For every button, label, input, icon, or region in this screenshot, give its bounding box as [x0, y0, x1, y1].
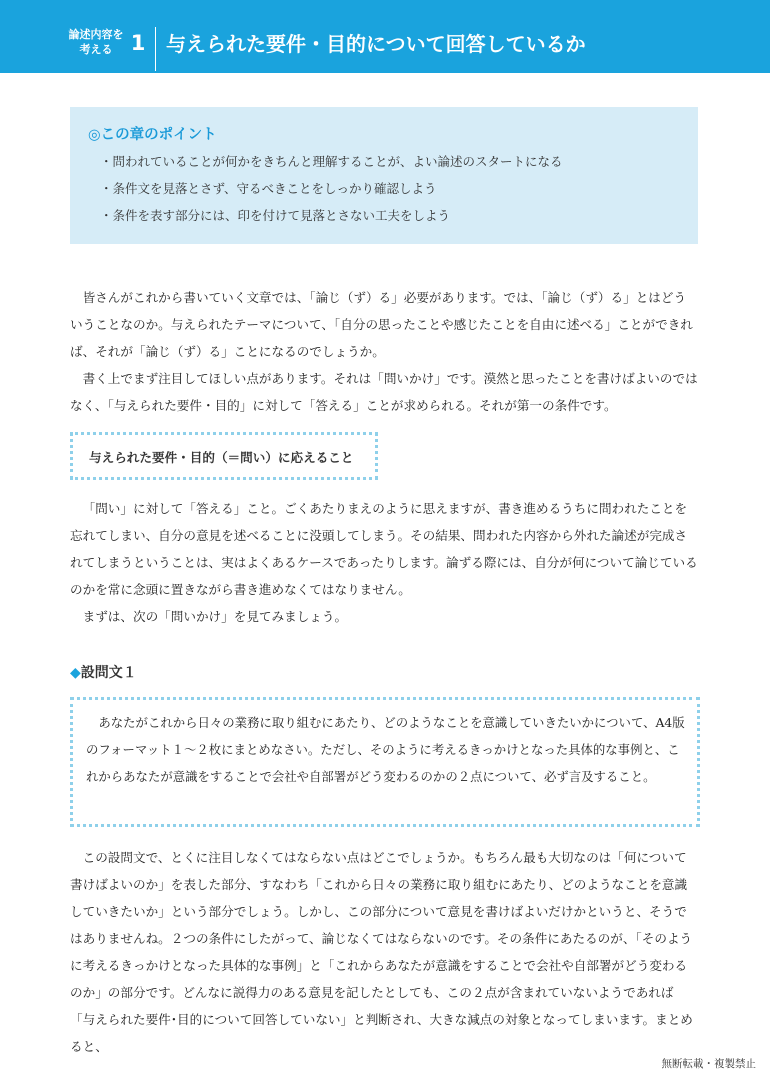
- middle-paragraph: 「問い」に対して「答える」こと。ごくあたりまえのように思えますが、書き進めるうちに問われたことを忘れてしまい、自分の意見を述べることに没頭してしまう。その結果、問われた内容から外れた論述が完成されてしまうということは、実はよくあるケースであったりします。論ずる際には、自分が何について論じているのかを常に念頭に置きながら書き進めなくてはなりません。: [70, 501, 698, 597]
- analysis-text: [70, 844, 698, 1060]
- intro-text: [70, 284, 698, 419]
- callout-text: 与えられた要件・目的（＝問い）に応えること: [89, 450, 354, 465]
- point-item: ・条件文を見落とさず、守るべきことをしっかり確認しよう: [100, 181, 437, 196]
- copyright-notice: 無断転載・複製禁止: [661, 1058, 756, 1070]
- section-label: [60, 27, 132, 57]
- key-callout-box: [70, 432, 378, 480]
- points-list: [100, 152, 563, 233]
- intro-paragraph: 書く上でまず注目してほしい点があります。それは「問いかけ」です。漠然と思ったことを書けばよいのではなく、「与えられた要件・目的」に対して「答える」ことが求められる。それが第一の条件です。: [70, 371, 698, 413]
- middle-text: [70, 495, 698, 630]
- chapter-points-box: [70, 107, 698, 244]
- points-title: ◎この章のポイント: [88, 127, 217, 143]
- question-heading: [70, 662, 137, 682]
- point-item: ・条件を表す部分には、印を付けて見落とさない工夫をしよう: [100, 208, 451, 223]
- question-heading-label: 設問文１: [80, 665, 137, 681]
- chapter-header: [0, 0, 770, 73]
- question-box: [70, 697, 700, 827]
- chapter-title: 与えられた要件・目的について回答しているか: [166, 32, 586, 56]
- chapter-number: 1: [130, 31, 146, 55]
- diamond-icon: ◆: [70, 665, 81, 681]
- intro-paragraph: 皆さんがこれから書いていく文章では、「論じ（ず）る」必要があります。では、「論じ（ず）る」とはどういうことなのか。与えられたテーマについて、「自分の思ったことや感じたことを自由に述べる」ことができれば、それが「論じ（ず）る」ことになるのでしょうか。: [70, 290, 693, 359]
- analysis-paragraph: この設問文で、とくに注目しなくてはならない点はどこでしょうか。もちろん最も大切なのは「何について書けばよいのか」を表した部分、すなわち「これから日々の業務に取り組むにあたり、どのようなことを意識していきたいか」という部分でしょう。しかし、この部分について意見を書けばよいだけかというと、そうではありませんね。２つの条件にしたがって、論じなくてはならないのです。その条件にあたるのが、「そのように考えるきっかけとなった具体的な事例」と「これからあなたが意識をすることで会社や自部署がどう変わるのか」の部分です。どんなに説得力のある意見を記したとしても、この２点が含まれていないようであれば「与えられた要件･目的について回答していない」と判断され、大きな減点の対象となってしまいます。まとめると、: [70, 850, 693, 1054]
- middle-paragraph: まずは、次の「問いかけ」を見てみましょう。: [82, 609, 348, 624]
- point-item: ・問われていることが何かをきちんと理解することが、よい論述のスタートになる: [100, 154, 563, 169]
- section-label-line1: 論述内容を: [68, 28, 124, 41]
- header-divider: [155, 27, 156, 71]
- section-label-line2: 考える: [79, 43, 113, 56]
- question-text: あなたがこれから日々の業務に取り組むにあたり、どのようなことを意識していきたいかについて、A4版のフォーマット１～２枚にまとめなさい。ただし、そのように考えるきっかけとなった具体的な事例と、これからあなたが意識をすることで会社や自部署がどう変わるのかの２点について、必ず言及すること。: [86, 715, 685, 784]
